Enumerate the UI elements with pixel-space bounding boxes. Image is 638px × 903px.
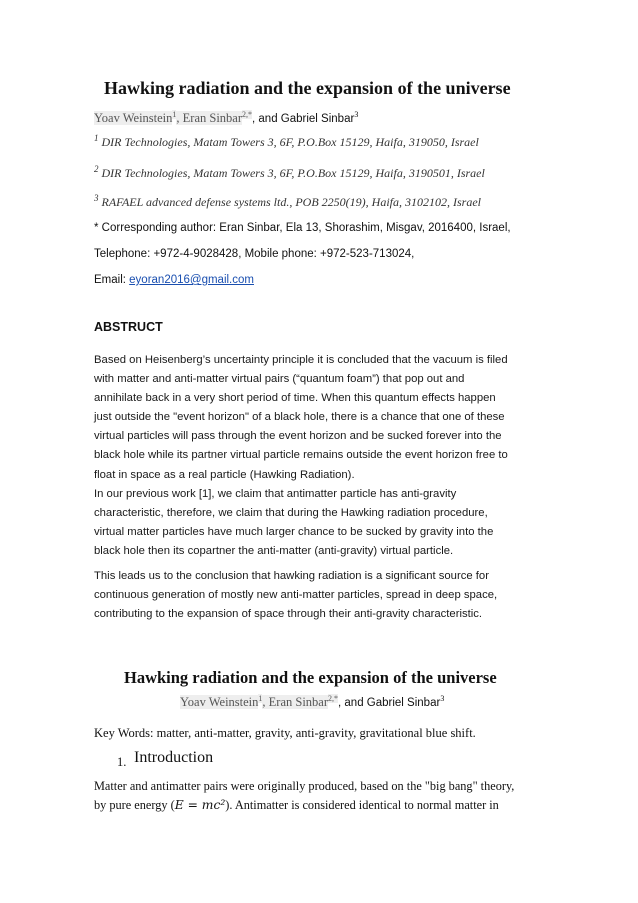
affiliation-1-sup: 1 <box>94 133 99 143</box>
corresponding-line-2: Telephone: +972-4-9028428, Mobile phone: +972-523-713024, <box>94 248 415 260</box>
intro-line-2-before: by pure energy ( <box>94 798 175 812</box>
intro-line-1: Matter and antimatter pairs were originally produced, based on the "big bang" theory, <box>94 779 515 793</box>
author-3: , and Gabriel Sinbar <box>252 113 355 126</box>
author-line <box>94 110 358 126</box>
corresponding-email-line <box>94 274 254 286</box>
paper-title: Hawking radiation and the expansion of the universe <box>104 78 511 98</box>
abstract-line: contributing to the expansion of space through their anti-gravity characteristic. <box>94 608 483 621</box>
abstract-line: with matter and anti-matter virtual pairs (“quantum foam”) that pop out and <box>94 373 465 386</box>
abstract-line: float in space as a real particle (Hawking Radiation). <box>94 468 355 481</box>
abstract-line: characteristic, therefore, we claim that during the Hawking radiation procedure, <box>94 507 488 520</box>
abstract-line: annihilate back in a very short period of time. When this quantum effects happen <box>94 392 496 405</box>
affiliation-2-sup: 2 <box>94 164 99 174</box>
email-label: Email: <box>94 274 130 286</box>
intro-line-2 <box>94 796 554 815</box>
author-1: Yoav Weinstein <box>180 695 259 710</box>
email-link[interactable]: eyoran2016@gmail.com <box>129 274 254 286</box>
intro-text <box>94 777 554 815</box>
equation-emc2: E = mc² <box>174 798 226 812</box>
abstract-line: black hole then its copartner the anti-matter (anti-gravity) virtual particle. <box>94 545 454 558</box>
abstract-line: virtual matter particles have much larger chance to be sucked by gravity into the <box>94 526 494 539</box>
abstract-line: continuous generation of mostly new anti-matter particles, spread in deep space, <box>94 589 498 602</box>
author-2-sup: 2,* <box>242 110 253 119</box>
affiliation-2 <box>94 164 485 181</box>
abstract-paragraph-1 <box>94 351 554 485</box>
affiliation-3-text: RAFAEL advanced defense systems ltd., POB 2250(19), Haifa, 3102102, Israel <box>98 195 481 209</box>
author-1-sup: 1 <box>258 694 263 703</box>
author-3-sup: 3 <box>440 694 445 703</box>
section-number: 1. <box>117 755 127 769</box>
keywords-line: Key Words: matter, anti-matter, gravity, anti-gravity, gravitational blue shift. <box>94 726 476 740</box>
author-1: Yoav Weinstein <box>94 111 173 126</box>
paper-title-repeat: Hawking radiation and the expansion of the universe <box>124 668 497 687</box>
author-2: , Eran Sinbar <box>176 111 243 126</box>
author-3-sup: 3 <box>354 110 359 119</box>
abstract-line: Based on Heisenberg’s uncertainty principle it is concluded that the vacuum is filed <box>94 354 508 366</box>
abstract-paragraph-3 <box>94 567 554 624</box>
author-2-sup: 2,* <box>328 694 339 703</box>
author-line-repeat <box>180 694 444 710</box>
author-1-sup: 1 <box>172 110 177 119</box>
affiliation-2-text: DIR Technologies, Matam Towers 3, 6F, P.O.Box 15129, Haifa, 3190501, Israel <box>98 166 485 180</box>
abstract-line: This leads us to the conclusion that hawking radiation is a significant source for <box>94 570 489 582</box>
affiliation-1 <box>94 133 479 150</box>
abstract-line: black hole while its partner virtual particle remains outside the event horizon free to <box>94 449 508 462</box>
abstract-heading: ABSTRUCT <box>94 320 163 334</box>
affiliation-3 <box>94 193 481 210</box>
corresponding-line-1: * Corresponding author: Eran Sinbar, Ela 13, Shorashim, Misgav, 2016400, Israel, <box>94 222 511 234</box>
intro-line-2-after: ). Antimatter is considered identical to normal matter in <box>225 798 499 812</box>
affiliation-3-sup: 3 <box>94 193 99 203</box>
abstract-paragraph-2 <box>94 485 554 561</box>
abstract-line: virtual particles will pass through the event horizon and be sucked forever into the <box>94 430 502 443</box>
section-title: Introduction <box>134 749 214 766</box>
author-2: , Eran Sinbar <box>262 695 329 710</box>
author-3: , and Gabriel Sinbar <box>338 697 441 710</box>
abstract-line: In our previous work [1], we claim that antimatter particle has anti-gravity <box>94 488 457 500</box>
abstract-line: just outside the "event horizon" of a black hole, there is a chance that one of these <box>94 411 505 424</box>
affiliation-1-text: DIR Technologies, Matam Towers 3, 6F, P.O.Box 15129, Haifa, 319050, Israel <box>98 135 479 149</box>
